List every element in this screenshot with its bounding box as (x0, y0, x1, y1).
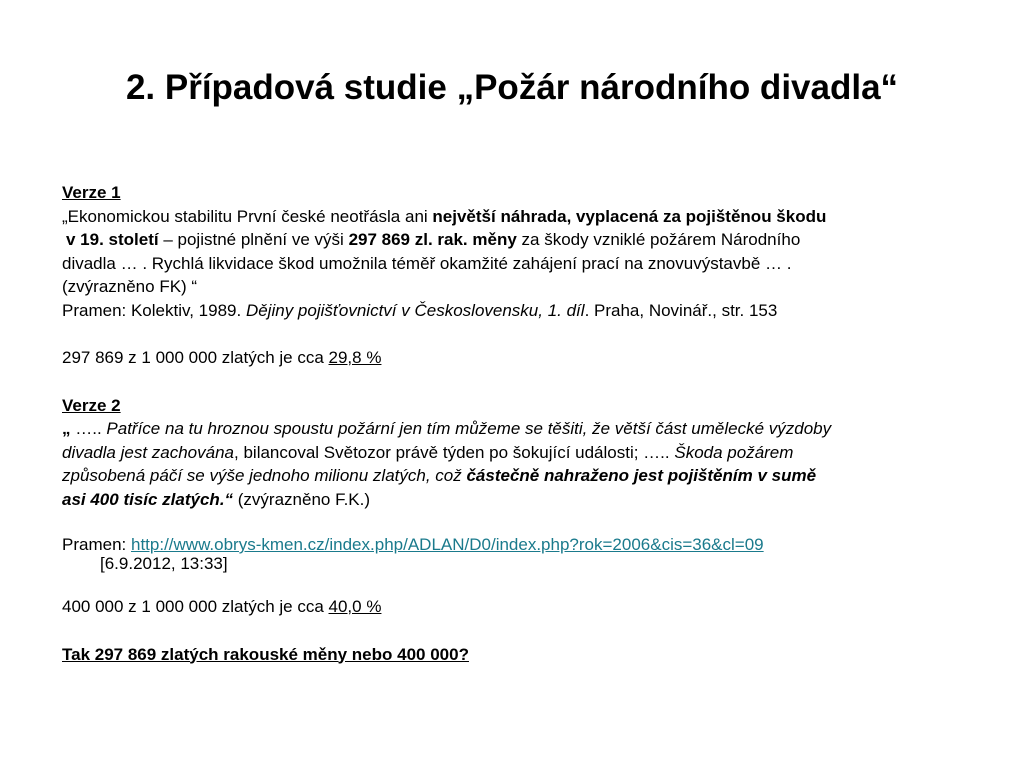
verze2-source: Pramen: http://www.obrys-kmen.cz/index.php/ADLAN/D0/index.php?rok=2006&cis=36&cl=09 (62, 535, 764, 554)
verze2-quote-line-4: asi 400 tisíc zlatých.“ (zvýrazněno F.K.) (62, 489, 371, 509)
verze1-calculation: 297 869 z 1 000 000 zlatých je cca 29,8 % (62, 348, 382, 367)
slide-content (62, 181, 992, 666)
final-question: Tak 297 869 zlatých rakouské měny nebo 400 000? (62, 644, 469, 664)
verze1-percent: 29,8 % (328, 348, 382, 367)
verze1-quote-line-3: divadla … . Rychlá likvidace škod umožnila téměř okamžité zahájení prací na znovuvýstavbě … . (62, 253, 792, 273)
verze2-calculation: 400 000 z 1 000 000 zlatých je cca 40,0 % (62, 597, 382, 616)
verze2-source-date: [6.9.2012, 13:33] (100, 554, 228, 573)
verze2-percent: 40,0 % (328, 597, 382, 616)
verze2-quote-line-3: způsobená páčí se výše jednoho milionu zlatých, což částečně nahraženo jest pojištěním v sumě (62, 466, 817, 485)
source-link[interactable]: http://www.obrys-kmen.cz/index.php/ADLAN/D0/index.php?rok=2006&cis=36&cl=09 (130, 535, 764, 554)
verze1-quote-line-1: „Ekonomickou stabilitu První české neotřásla ani největší náhrada, vyplacená za pojištěnou škodu (62, 206, 827, 226)
verze1-heading: Verze 1 (62, 183, 121, 202)
slide-title: 2. Případová studie „Požár národního divadla“ (125, 68, 899, 107)
verze1-quote-line-4: (zvýrazněno FK) “ (62, 277, 198, 296)
verze1-source: Pramen: Kolektiv, 1989. Dějiny pojišťovnictví v Československu, 1. díl. Praha, Novinář., str. 153 (62, 300, 778, 320)
verze2-heading: Verze 2 (62, 395, 121, 415)
verze1-quote-line-2: v 19. století – pojistné plnění ve výši 297 869 zl. rak. měny za škody vzniklé požárem Národního (66, 230, 801, 249)
verze2-quote-line-1: „ ….. Patříce na tu hroznou spoustu požární jen tím můžeme se těšiti, že větší část umělecké výzdoby (62, 419, 832, 438)
verze2-quote-line-2: divadla jest zachována, bilancoval Světozor právě týden po šokující události; ….. Škoda požárem (62, 442, 794, 462)
